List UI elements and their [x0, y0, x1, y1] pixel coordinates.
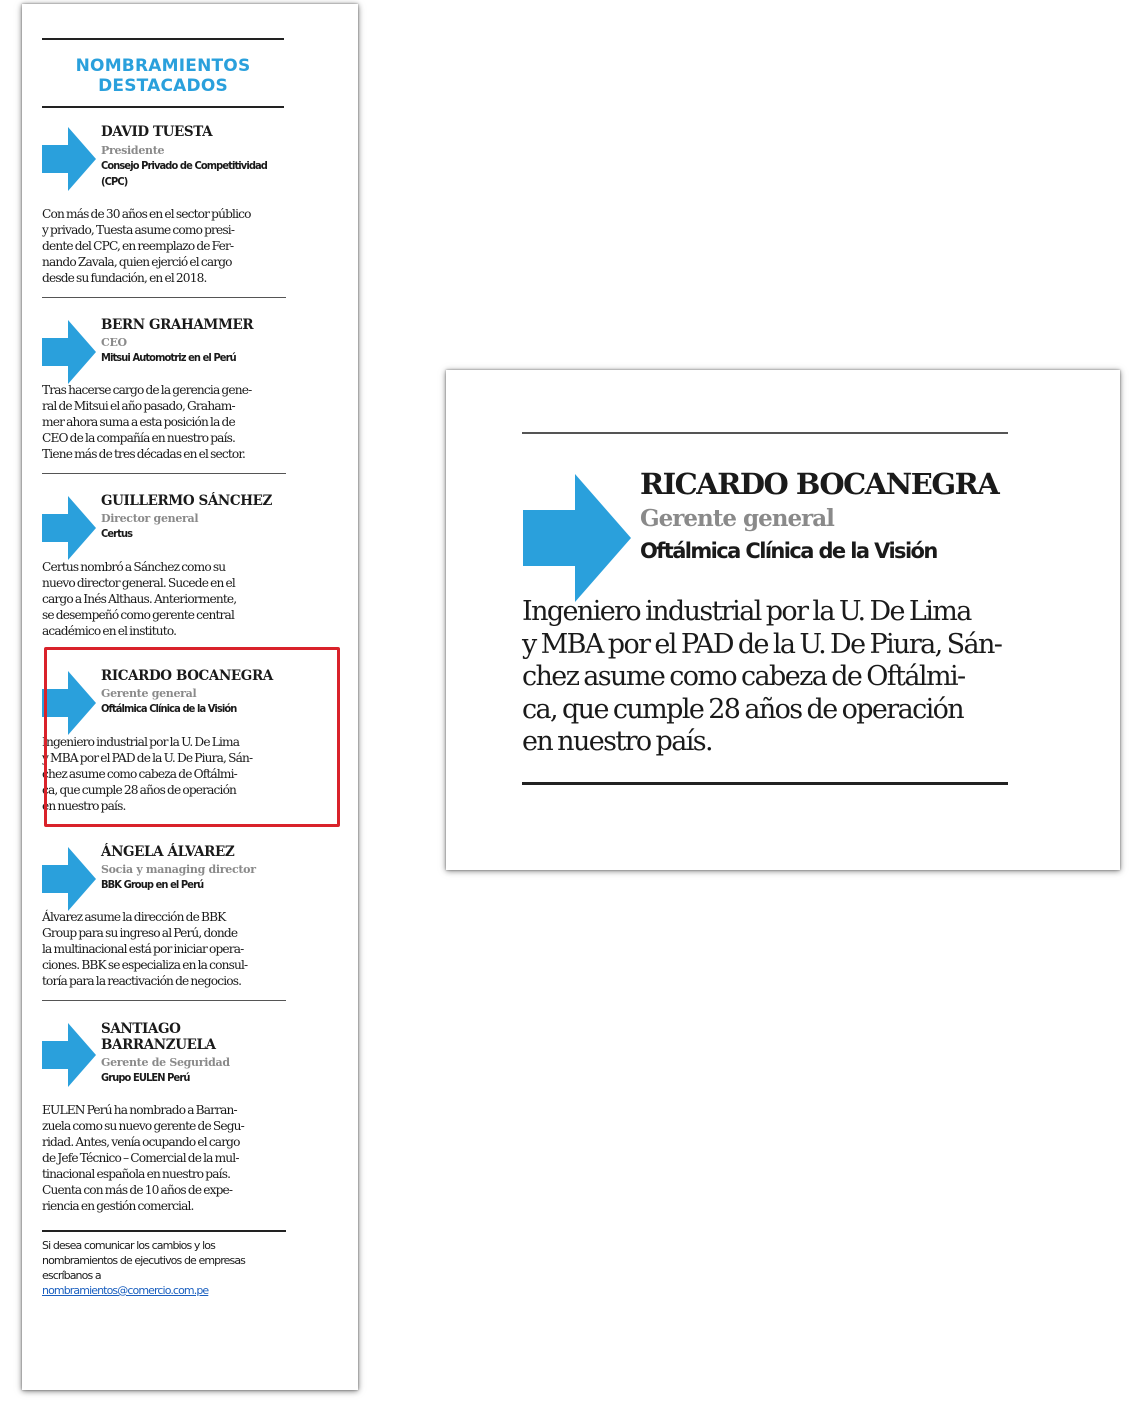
- column-title: [42, 38, 284, 108]
- highlight-box: [44, 647, 340, 827]
- executive-name: RICARDO BOCANEGRA: [640, 467, 999, 501]
- company-name: [101, 877, 287, 893]
- body-line: se desempeñó como gerente central: [42, 608, 234, 622]
- company-line: Oftálmica Clínica de la Visión: [101, 702, 237, 715]
- company-line: BBK Group en el Perú: [101, 878, 204, 891]
- body-line: ridad. Antes, venía ocupando el cargo: [42, 1135, 240, 1149]
- body-line: EULEN Perú ha nombrado a Barran-: [42, 1103, 237, 1117]
- entry-body: [42, 909, 286, 989]
- executive-role: Socia y managing director: [101, 863, 256, 876]
- body-line: zuela como su nuevo gerente de Segu-: [42, 1119, 244, 1133]
- body-line: de Jefe Técnico – Comercial de la mul-: [42, 1151, 239, 1165]
- executive-name: BERN GRAHAMMER: [101, 317, 254, 333]
- company-name: [101, 158, 287, 190]
- body-line: ciones. BBK se especializa en la consul-: [42, 958, 248, 972]
- company-line: Grupo EULEN Perú: [101, 1071, 190, 1084]
- arrow-right-icon: [42, 320, 96, 384]
- body-line: la multinacional está por iniciar opera-: [42, 942, 244, 956]
- column-title-line-2: DESTACADOS: [98, 76, 228, 96]
- entry-body: [42, 559, 286, 639]
- rule-divider: [522, 782, 1008, 785]
- body-line: y MBA por el PAD de la U. De Piura, Sán-: [522, 628, 1002, 660]
- body-line: chez asume como cabeza de Oftálmi-: [522, 661, 965, 692]
- body-line: Con más de 30 años en el sector público: [42, 207, 251, 221]
- body-line: y privado, Tuesta asume como presi-: [42, 223, 235, 237]
- body-line: Álvarez asume la dirección de BBK: [42, 910, 226, 924]
- company-name: [101, 526, 287, 542]
- body-line: riencia en gestión comercial.: [42, 1199, 194, 1213]
- body-line: ca, que cumple 28 años de operación: [42, 783, 237, 797]
- arrow-right-icon: [42, 127, 96, 191]
- executive-name: DAVID TUESTA: [101, 124, 213, 140]
- body-line: Ingeniero industrial por la U. De Lima: [42, 735, 240, 749]
- company-name: [101, 350, 287, 366]
- company-name: Oftálmica Clínica de la Visión: [640, 539, 937, 563]
- executive-role: Director general: [101, 512, 199, 525]
- executive-role: Presidente: [101, 144, 165, 157]
- executive-role: Gerente general: [640, 505, 834, 532]
- rule-divider: [522, 432, 1008, 434]
- body-line: Ingeniero industrial por la U. De Lima: [522, 596, 971, 627]
- company-line: Certus: [101, 527, 133, 540]
- column-title-line-1: NOMBRAMIENTOS: [75, 56, 251, 76]
- footer-line: Si desea comunicar los cambios y los: [42, 1239, 215, 1252]
- body-line: ca, que cumple 28 años de operación: [522, 693, 964, 725]
- company-line: (CPC): [101, 175, 128, 188]
- arrow-right-icon: [42, 847, 96, 911]
- entry-body: [42, 382, 286, 462]
- footer-line: nombramientos de ejecutivos de empresas: [42, 1254, 246, 1267]
- executive-name: GUILLERMO SÁNCHEZ: [101, 493, 272, 509]
- executive-name: RICARDO BOCANEGRA: [101, 668, 273, 684]
- executive-name-line: SANTIAGO: [101, 1021, 181, 1037]
- executive-role: Gerente general: [101, 687, 197, 700]
- body-line: Tras hacerse cargo de la gerencia gene-: [42, 383, 252, 397]
- arrow-right-icon: [522, 474, 632, 602]
- company-name: [101, 1070, 287, 1086]
- body-line: mer ahora suma a esta posición la de: [42, 415, 235, 429]
- company-line: Mitsui Automotriz en el Perú: [101, 351, 236, 364]
- executive-name: [101, 1021, 216, 1053]
- body-line: cargo a Inés Althaus. Anteriormente,: [42, 592, 237, 606]
- body-line: dente del CPC, en reemplazo de Fer-: [42, 239, 234, 253]
- appointment-entry: [42, 297, 286, 470]
- entry-body: [42, 206, 286, 286]
- executive-name: ÁNGELA ÁLVAREZ: [101, 844, 235, 860]
- entry-body: [522, 596, 1001, 759]
- body-line: ral de Mitsui el año pasado, Graham-: [42, 399, 235, 413]
- body-line: toría para la reactivación de negocios.: [42, 974, 242, 988]
- company-line: Consejo Privado de Competitividad: [101, 159, 267, 172]
- appointment-entry: [42, 1000, 286, 1221]
- body-line: en nuestro país.: [522, 726, 713, 757]
- executive-name-line: BARRANZUELA: [101, 1037, 216, 1053]
- executive-role: Gerente de Seguridad: [101, 1056, 230, 1069]
- appointment-entry: [42, 473, 286, 646]
- body-line: nuevo director general. Sucede en el: [42, 576, 235, 590]
- body-line: CEO de la compañía en nuestro país.: [42, 431, 236, 445]
- arrow-right-icon: [42, 1023, 96, 1087]
- contact-email-link[interactable]: nombramientos@comercio.com.pe: [42, 1284, 209, 1297]
- body-line: Tiene más de tres décadas en el sector.: [42, 447, 246, 461]
- body-line: tinacional española en nuestro país.: [42, 1167, 231, 1181]
- arrow-right-icon: [42, 496, 96, 560]
- body-line: Cuenta con más de 10 años de expe-: [42, 1183, 233, 1197]
- footer-line: escríbanos a: [42, 1269, 101, 1282]
- body-line: y MBA por el PAD de la U. De Piura, Sán-: [42, 751, 253, 765]
- body-line: chez asume como cabeza de Oftálmi-: [42, 767, 237, 781]
- zoomed-excerpt: [446, 370, 1120, 870]
- appointment-entry: [42, 825, 286, 997]
- body-line: Certus nombró a Sánchez como su: [42, 560, 226, 574]
- body-line: nando Zavala, quien ejerció el cargo: [42, 255, 232, 269]
- appointment-entry: [42, 122, 286, 294]
- body-line: Group para su ingreso al Perú, donde: [42, 926, 238, 940]
- column-footer: [42, 1230, 286, 1298]
- entry-body: [42, 1102, 286, 1214]
- body-line: académico en el instituto.: [42, 624, 177, 638]
- executive-role: CEO: [101, 336, 127, 349]
- body-line: en nuestro país.: [42, 799, 126, 813]
- body-line: desde su fundación, en el 2018.: [42, 271, 207, 285]
